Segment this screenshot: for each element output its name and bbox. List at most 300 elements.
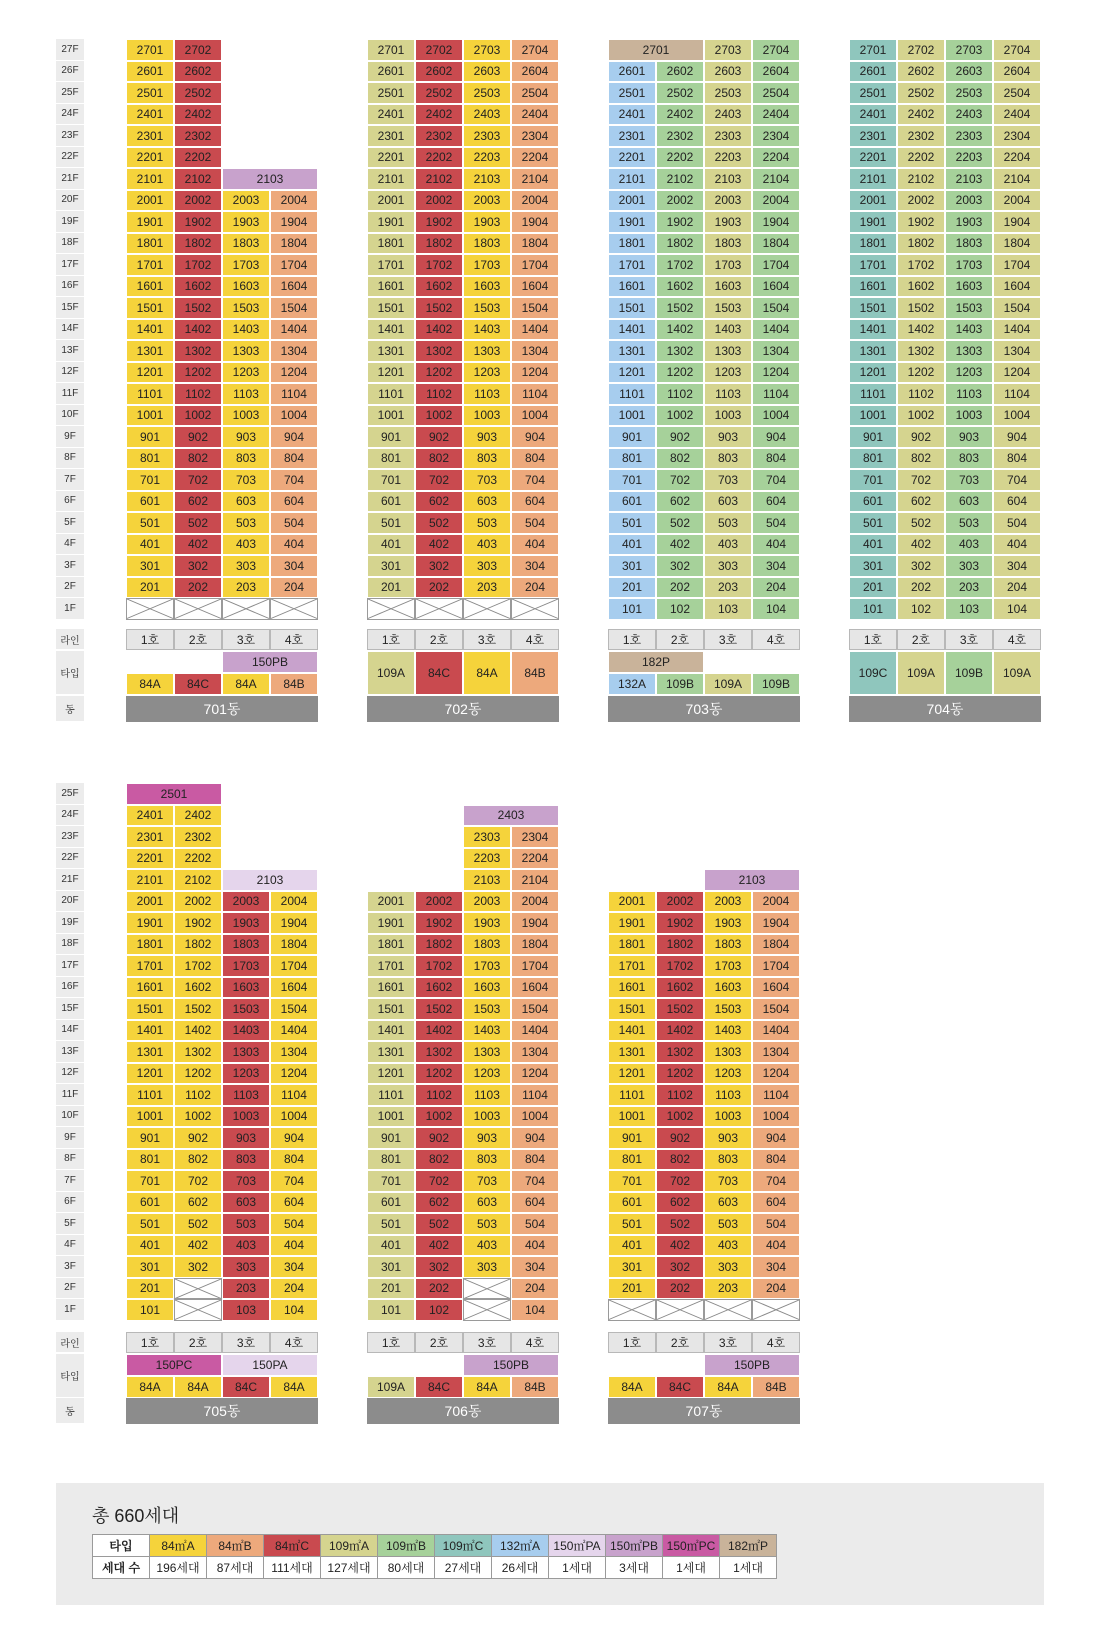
unit-cell[interactable]: 602 xyxy=(656,1192,704,1214)
unit-cell[interactable]: 601 xyxy=(126,1192,174,1214)
unit-cell[interactable]: 1503 xyxy=(463,297,511,319)
unit-cell[interactable]: 303 xyxy=(222,1256,270,1278)
unit-cell[interactable]: 1603 xyxy=(222,276,270,298)
unit-cell[interactable]: 2104 xyxy=(511,869,559,891)
unit-cell[interactable]: 1602 xyxy=(415,977,463,999)
unit-cell[interactable]: 204 xyxy=(511,577,559,599)
unit-cell[interactable]: 1204 xyxy=(993,362,1041,384)
unit-cell[interactable]: 2204 xyxy=(511,848,559,870)
unit-cell[interactable]: 404 xyxy=(752,1235,800,1257)
unit-cell[interactable]: 1202 xyxy=(656,1063,704,1085)
unit-cell[interactable]: 2704 xyxy=(511,39,559,61)
unit-cell[interactable]: 201 xyxy=(849,577,897,599)
unit-cell[interactable]: 1301 xyxy=(367,1041,415,1063)
unit-cell[interactable]: 1304 xyxy=(993,340,1041,362)
unit-cell[interactable]: 1604 xyxy=(993,276,1041,298)
penthouse-cell[interactable]: 2103 xyxy=(222,869,318,891)
unit-cell[interactable]: 2101 xyxy=(126,869,174,891)
unit-cell[interactable]: 1804 xyxy=(752,233,800,255)
unit-cell[interactable]: 402 xyxy=(897,534,945,556)
unit-cell[interactable]: 1601 xyxy=(126,977,174,999)
unit-cell[interactable]: 1302 xyxy=(174,340,222,362)
unit-cell[interactable]: 503 xyxy=(704,512,752,534)
unit-cell[interactable]: 304 xyxy=(270,555,318,577)
unit-cell[interactable]: 402 xyxy=(656,1235,704,1257)
unit-cell[interactable]: 602 xyxy=(656,491,704,513)
unit-cell[interactable]: 2203 xyxy=(704,147,752,169)
unit-cell[interactable]: 1604 xyxy=(752,977,800,999)
unit-cell[interactable]: 2003 xyxy=(463,891,511,913)
unit-cell[interactable]: 1802 xyxy=(174,233,222,255)
unit-cell[interactable]: 1703 xyxy=(463,955,511,977)
unit-cell[interactable]: 502 xyxy=(415,1213,463,1235)
unit-cell[interactable]: 2402 xyxy=(174,104,222,126)
unit-cell[interactable]: 802 xyxy=(897,448,945,470)
unit-cell[interactable]: 303 xyxy=(945,555,993,577)
unit-cell[interactable]: 1201 xyxy=(367,1063,415,1085)
unit-cell[interactable]: 804 xyxy=(752,448,800,470)
unit-cell[interactable]: 1702 xyxy=(415,254,463,276)
unit-cell[interactable]: 1103 xyxy=(222,1084,270,1106)
unit-cell[interactable]: 2004 xyxy=(752,891,800,913)
unit-cell[interactable]: 801 xyxy=(126,448,174,470)
unit-cell[interactable]: 601 xyxy=(367,1192,415,1214)
unit-cell[interactable]: 1904 xyxy=(511,211,559,233)
unit-cell[interactable]: 1702 xyxy=(415,955,463,977)
penthouse-cell[interactable]: 2103 xyxy=(222,168,318,190)
unit-cell[interactable]: 2103 xyxy=(945,168,993,190)
unit-cell[interactable]: 302 xyxy=(656,1256,704,1278)
unit-cell[interactable]: 1903 xyxy=(704,912,752,934)
unit-cell[interactable]: 1004 xyxy=(752,1106,800,1128)
unit-cell[interactable]: 2003 xyxy=(945,190,993,212)
unit-cell[interactable]: 2403 xyxy=(704,104,752,126)
unit-cell[interactable]: 201 xyxy=(126,577,174,599)
unit-cell[interactable]: 604 xyxy=(752,491,800,513)
unit-cell[interactable]: 303 xyxy=(704,1256,752,1278)
unit-cell[interactable]: 1502 xyxy=(656,998,704,1020)
unit-cell[interactable]: 703 xyxy=(222,1170,270,1192)
unit-cell[interactable]: 1002 xyxy=(656,405,704,427)
unit-cell[interactable]: 2103 xyxy=(463,168,511,190)
unit-cell[interactable]: 402 xyxy=(174,534,222,556)
unit-cell[interactable]: 1902 xyxy=(174,211,222,233)
unit-cell[interactable]: 1401 xyxy=(126,319,174,341)
unit-cell[interactable]: 603 xyxy=(463,1192,511,1214)
unit-cell[interactable]: 2103 xyxy=(463,869,511,891)
unit-cell[interactable]: 403 xyxy=(222,1235,270,1257)
unit-cell[interactable]: 1503 xyxy=(704,297,752,319)
unit-cell[interactable]: 1701 xyxy=(126,955,174,977)
unit-cell[interactable]: 1202 xyxy=(174,362,222,384)
unit-cell[interactable]: 504 xyxy=(511,1213,559,1235)
unit-cell[interactable]: 1002 xyxy=(415,405,463,427)
unit-cell[interactable]: 2502 xyxy=(415,82,463,104)
unit-cell[interactable]: 503 xyxy=(463,512,511,534)
unit-cell[interactable]: 104 xyxy=(270,1299,318,1321)
unit-cell[interactable]: 1903 xyxy=(704,211,752,233)
unit-cell[interactable]: 1603 xyxy=(704,276,752,298)
unit-cell[interactable]: 1404 xyxy=(993,319,1041,341)
unit-cell[interactable]: 1304 xyxy=(270,1041,318,1063)
unit-cell[interactable]: 103 xyxy=(704,598,752,620)
unit-cell[interactable]: 2101 xyxy=(608,168,656,190)
unit-cell[interactable]: 1601 xyxy=(367,276,415,298)
unit-cell[interactable]: 1203 xyxy=(222,362,270,384)
unit-cell[interactable]: 2301 xyxy=(608,125,656,147)
unit-cell[interactable]: 1502 xyxy=(656,297,704,319)
unit-cell[interactable]: 1001 xyxy=(126,1106,174,1128)
unit-cell[interactable]: 601 xyxy=(126,491,174,513)
unit-cell[interactable]: 1601 xyxy=(126,276,174,298)
unit-cell[interactable]: 1104 xyxy=(752,1084,800,1106)
unit-cell[interactable]: 1704 xyxy=(511,955,559,977)
unit-cell[interactable]: 904 xyxy=(511,1127,559,1149)
unit-cell[interactable]: 304 xyxy=(752,1256,800,1278)
unit-cell[interactable]: 1803 xyxy=(463,934,511,956)
unit-cell[interactable]: 1301 xyxy=(367,340,415,362)
unit-cell[interactable]: 901 xyxy=(126,426,174,448)
unit-cell[interactable]: 2103 xyxy=(704,168,752,190)
unit-cell[interactable]: 2002 xyxy=(415,190,463,212)
unit-cell[interactable]: 403 xyxy=(704,1235,752,1257)
unit-cell[interactable]: 1504 xyxy=(752,998,800,1020)
unit-cell[interactable]: 204 xyxy=(752,1278,800,1300)
unit-cell[interactable]: 2703 xyxy=(463,39,511,61)
unit-cell[interactable]: 503 xyxy=(222,1213,270,1235)
unit-cell[interactable]: 1004 xyxy=(511,1106,559,1128)
unit-cell[interactable]: 1303 xyxy=(704,1041,752,1063)
unit-cell[interactable]: 701 xyxy=(608,469,656,491)
unit-cell[interactable]: 1601 xyxy=(608,276,656,298)
unit-cell[interactable]: 1802 xyxy=(897,233,945,255)
unit-cell[interactable]: 1903 xyxy=(463,912,511,934)
unit-cell[interactable]: 1603 xyxy=(945,276,993,298)
unit-cell[interactable]: 2604 xyxy=(511,61,559,83)
unit-cell[interactable]: 501 xyxy=(367,512,415,534)
unit-cell[interactable]: 1903 xyxy=(222,211,270,233)
unit-cell[interactable]: 1001 xyxy=(608,1106,656,1128)
unit-cell[interactable]: 502 xyxy=(174,1213,222,1235)
unit-cell[interactable]: 701 xyxy=(367,469,415,491)
unit-cell[interactable]: 603 xyxy=(222,1192,270,1214)
unit-cell[interactable]: 2503 xyxy=(704,82,752,104)
unit-cell[interactable]: 903 xyxy=(945,426,993,448)
unit-cell[interactable]: 2601 xyxy=(849,61,897,83)
unit-cell[interactable]: 1003 xyxy=(463,1106,511,1128)
unit-cell[interactable]: 1502 xyxy=(415,297,463,319)
unit-cell[interactable]: 1703 xyxy=(222,955,270,977)
unit-cell[interactable]: 303 xyxy=(463,1256,511,1278)
unit-cell[interactable]: 2001 xyxy=(608,190,656,212)
unit-cell[interactable]: 1201 xyxy=(126,362,174,384)
unit-cell[interactable]: 204 xyxy=(270,1278,318,1300)
unit-cell[interactable]: 1904 xyxy=(993,211,1041,233)
unit-cell[interactable]: 502 xyxy=(656,1213,704,1235)
unit-cell[interactable]: 302 xyxy=(415,555,463,577)
unit-cell[interactable]: 1103 xyxy=(704,383,752,405)
unit-cell[interactable]: 1001 xyxy=(126,405,174,427)
unit-cell[interactable]: 702 xyxy=(897,469,945,491)
unit-cell[interactable]: 1801 xyxy=(126,233,174,255)
unit-cell[interactable]: 1401 xyxy=(849,319,897,341)
unit-cell[interactable]: 1301 xyxy=(608,340,656,362)
unit-cell[interactable]: 2303 xyxy=(463,826,511,848)
unit-cell[interactable]: 601 xyxy=(608,491,656,513)
unit-cell[interactable]: 1701 xyxy=(608,254,656,276)
unit-cell[interactable]: 104 xyxy=(752,598,800,620)
unit-cell[interactable]: 401 xyxy=(367,1235,415,1257)
unit-cell[interactable]: 1904 xyxy=(752,211,800,233)
unit-cell[interactable]: 1601 xyxy=(849,276,897,298)
unit-cell[interactable]: 801 xyxy=(849,448,897,470)
unit-cell[interactable]: 201 xyxy=(367,577,415,599)
unit-cell[interactable]: 1704 xyxy=(752,955,800,977)
unit-cell[interactable]: 501 xyxy=(608,512,656,534)
unit-cell[interactable]: 1603 xyxy=(463,276,511,298)
unit-cell[interactable]: 1704 xyxy=(993,254,1041,276)
unit-cell[interactable]: 404 xyxy=(270,534,318,556)
unit-cell[interactable]: 1403 xyxy=(704,319,752,341)
unit-cell[interactable]: 1103 xyxy=(463,1084,511,1106)
unit-cell[interactable]: 301 xyxy=(608,555,656,577)
unit-cell[interactable]: 402 xyxy=(174,1235,222,1257)
unit-cell[interactable]: 802 xyxy=(415,1149,463,1171)
unit-cell[interactable]: 1202 xyxy=(415,362,463,384)
unit-cell[interactable]: 1604 xyxy=(270,276,318,298)
unit-cell[interactable]: 2004 xyxy=(511,891,559,913)
unit-cell[interactable]: 402 xyxy=(656,534,704,556)
unit-cell[interactable]: 1101 xyxy=(849,383,897,405)
penthouse-cell[interactable]: 2701 xyxy=(608,39,704,61)
unit-cell[interactable]: 803 xyxy=(945,448,993,470)
unit-cell[interactable]: 1701 xyxy=(849,254,897,276)
unit-cell[interactable]: 2002 xyxy=(415,891,463,913)
unit-cell[interactable]: 404 xyxy=(270,1235,318,1257)
unit-cell[interactable]: 1201 xyxy=(367,362,415,384)
unit-cell[interactable]: 2401 xyxy=(126,104,174,126)
unit-cell[interactable]: 2501 xyxy=(608,82,656,104)
unit-cell[interactable]: 101 xyxy=(608,598,656,620)
unit-cell[interactable]: 2603 xyxy=(704,61,752,83)
unit-cell[interactable]: 903 xyxy=(463,426,511,448)
unit-cell[interactable]: 202 xyxy=(415,577,463,599)
unit-cell[interactable]: 704 xyxy=(270,1170,318,1192)
unit-cell[interactable]: 1002 xyxy=(656,1106,704,1128)
unit-cell[interactable]: 1102 xyxy=(656,1084,704,1106)
unit-cell[interactable]: 1302 xyxy=(656,340,704,362)
unit-cell[interactable]: 2404 xyxy=(993,104,1041,126)
unit-cell[interactable]: 1504 xyxy=(270,998,318,1020)
unit-cell[interactable]: 1001 xyxy=(367,405,415,427)
unit-cell[interactable]: 2301 xyxy=(126,125,174,147)
unit-cell[interactable]: 1101 xyxy=(126,383,174,405)
unit-cell[interactable]: 802 xyxy=(656,448,704,470)
unit-cell[interactable]: 2004 xyxy=(993,190,1041,212)
unit-cell[interactable]: 904 xyxy=(270,426,318,448)
unit-cell[interactable]: 1903 xyxy=(463,211,511,233)
unit-cell[interactable]: 304 xyxy=(752,555,800,577)
unit-cell[interactable]: 804 xyxy=(511,448,559,470)
unit-cell[interactable]: 1502 xyxy=(174,297,222,319)
unit-cell[interactable]: 1801 xyxy=(367,934,415,956)
unit-cell[interactable]: 2402 xyxy=(656,104,704,126)
unit-cell[interactable]: 301 xyxy=(608,1256,656,1278)
unit-cell[interactable]: 1101 xyxy=(367,383,415,405)
unit-cell[interactable]: 2602 xyxy=(174,61,222,83)
unit-cell[interactable]: 2202 xyxy=(174,848,222,870)
unit-cell[interactable]: 2302 xyxy=(174,125,222,147)
unit-cell[interactable]: 1003 xyxy=(222,405,270,427)
unit-cell[interactable]: 2501 xyxy=(849,82,897,104)
unit-cell[interactable]: 302 xyxy=(174,1256,222,1278)
unit-cell[interactable]: 1803 xyxy=(222,233,270,255)
unit-cell[interactable]: 603 xyxy=(704,1192,752,1214)
unit-cell[interactable]: 1301 xyxy=(126,340,174,362)
unit-cell[interactable]: 1503 xyxy=(222,297,270,319)
unit-cell[interactable]: 2301 xyxy=(126,826,174,848)
unit-cell[interactable]: 2002 xyxy=(174,190,222,212)
unit-cell[interactable]: 901 xyxy=(367,1127,415,1149)
unit-cell[interactable]: 604 xyxy=(270,1192,318,1214)
unit-cell[interactable]: 1804 xyxy=(270,233,318,255)
unit-cell[interactable]: 902 xyxy=(656,426,704,448)
unit-cell[interactable]: 1203 xyxy=(222,1063,270,1085)
unit-cell[interactable]: 1804 xyxy=(511,934,559,956)
unit-cell[interactable]: 1501 xyxy=(126,297,174,319)
unit-cell[interactable]: 101 xyxy=(849,598,897,620)
unit-cell[interactable]: 1701 xyxy=(367,254,415,276)
unit-cell[interactable]: 1602 xyxy=(656,276,704,298)
unit-cell[interactable]: 603 xyxy=(463,491,511,513)
unit-cell[interactable]: 1702 xyxy=(174,254,222,276)
unit-cell[interactable]: 1202 xyxy=(656,362,704,384)
unit-cell[interactable]: 2702 xyxy=(897,39,945,61)
unit-cell[interactable]: 501 xyxy=(126,1213,174,1235)
unit-cell[interactable]: 401 xyxy=(367,534,415,556)
unit-cell[interactable]: 1003 xyxy=(222,1106,270,1128)
unit-cell[interactable]: 802 xyxy=(415,448,463,470)
unit-cell[interactable]: 802 xyxy=(656,1149,704,1171)
unit-cell[interactable]: 2202 xyxy=(656,147,704,169)
unit-cell[interactable]: 2003 xyxy=(704,190,752,212)
unit-cell[interactable]: 1504 xyxy=(752,297,800,319)
unit-cell[interactable]: 1204 xyxy=(270,1063,318,1085)
unit-cell[interactable]: 703 xyxy=(463,469,511,491)
unit-cell[interactable]: 904 xyxy=(270,1127,318,1149)
unit-cell[interactable]: 1802 xyxy=(415,233,463,255)
unit-cell[interactable]: 1302 xyxy=(174,1041,222,1063)
unit-cell[interactable]: 1902 xyxy=(656,211,704,233)
unit-cell[interactable]: 304 xyxy=(993,555,1041,577)
unit-cell[interactable]: 1901 xyxy=(608,912,656,934)
unit-cell[interactable]: 602 xyxy=(415,1192,463,1214)
unit-cell[interactable]: 302 xyxy=(897,555,945,577)
unit-cell[interactable]: 901 xyxy=(849,426,897,448)
unit-cell[interactable]: 1801 xyxy=(608,233,656,255)
unit-cell[interactable]: 1304 xyxy=(752,1041,800,1063)
unit-cell[interactable]: 803 xyxy=(463,448,511,470)
unit-cell[interactable]: 1502 xyxy=(415,998,463,1020)
penthouse-cell[interactable]: 2501 xyxy=(126,783,222,805)
unit-cell[interactable]: 504 xyxy=(511,512,559,534)
unit-cell[interactable]: 2001 xyxy=(367,891,415,913)
unit-cell[interactable]: 2701 xyxy=(849,39,897,61)
unit-cell[interactable]: 801 xyxy=(608,448,656,470)
unit-cell[interactable]: 802 xyxy=(174,1149,222,1171)
unit-cell[interactable]: 803 xyxy=(704,1149,752,1171)
unit-cell[interactable]: 801 xyxy=(367,1149,415,1171)
unit-cell[interactable]: 501 xyxy=(367,1213,415,1235)
unit-cell[interactable]: 2001 xyxy=(608,891,656,913)
unit-cell[interactable]: 2301 xyxy=(849,125,897,147)
unit-cell[interactable]: 2002 xyxy=(656,190,704,212)
unit-cell[interactable]: 1403 xyxy=(463,319,511,341)
unit-cell[interactable]: 201 xyxy=(608,1278,656,1300)
unit-cell[interactable]: 1402 xyxy=(174,1020,222,1042)
unit-cell[interactable]: 803 xyxy=(704,448,752,470)
unit-cell[interactable]: 202 xyxy=(174,577,222,599)
unit-cell[interactable]: 1103 xyxy=(222,383,270,405)
unit-cell[interactable]: 2201 xyxy=(126,848,174,870)
unit-cell[interactable]: 703 xyxy=(463,1170,511,1192)
unit-cell[interactable]: 1402 xyxy=(415,319,463,341)
unit-cell[interactable]: 2101 xyxy=(849,168,897,190)
unit-cell[interactable]: 1904 xyxy=(511,912,559,934)
unit-cell[interactable]: 1902 xyxy=(174,912,222,934)
unit-cell[interactable]: 1304 xyxy=(511,340,559,362)
unit-cell[interactable]: 401 xyxy=(126,534,174,556)
unit-cell[interactable]: 1001 xyxy=(608,405,656,427)
unit-cell[interactable]: 2301 xyxy=(367,125,415,147)
unit-cell[interactable]: 302 xyxy=(656,555,704,577)
unit-cell[interactable]: 1101 xyxy=(126,1084,174,1106)
unit-cell[interactable]: 1204 xyxy=(752,1063,800,1085)
unit-cell[interactable]: 1501 xyxy=(126,998,174,1020)
unit-cell[interactable]: 1401 xyxy=(126,1020,174,1042)
unit-cell[interactable]: 2601 xyxy=(608,61,656,83)
unit-cell[interactable]: 303 xyxy=(222,555,270,577)
unit-cell[interactable]: 704 xyxy=(993,469,1041,491)
unit-cell[interactable]: 1902 xyxy=(415,912,463,934)
unit-cell[interactable]: 503 xyxy=(704,1213,752,1235)
unit-cell[interactable]: 401 xyxy=(608,1235,656,1257)
unit-cell[interactable]: 303 xyxy=(463,555,511,577)
unit-cell[interactable]: 2704 xyxy=(993,39,1041,61)
unit-cell[interactable]: 101 xyxy=(126,1299,174,1321)
unit-cell[interactable]: 601 xyxy=(849,491,897,513)
unit-cell[interactable]: 202 xyxy=(897,577,945,599)
unit-cell[interactable]: 202 xyxy=(415,1278,463,1300)
unit-cell[interactable]: 1203 xyxy=(463,1063,511,1085)
unit-cell[interactable]: 1703 xyxy=(222,254,270,276)
unit-cell[interactable]: 1104 xyxy=(511,1084,559,1106)
unit-cell[interactable]: 2304 xyxy=(511,125,559,147)
unit-cell[interactable]: 2101 xyxy=(367,168,415,190)
unit-cell[interactable]: 1804 xyxy=(752,934,800,956)
unit-cell[interactable]: 1302 xyxy=(415,1041,463,1063)
unit-cell[interactable]: 602 xyxy=(174,491,222,513)
unit-cell[interactable]: 2501 xyxy=(126,82,174,104)
unit-cell[interactable]: 1102 xyxy=(174,1084,222,1106)
unit-cell[interactable]: 1704 xyxy=(270,254,318,276)
unit-cell[interactable]: 2003 xyxy=(463,190,511,212)
unit-cell[interactable]: 2404 xyxy=(511,104,559,126)
unit-cell[interactable]: 2002 xyxy=(174,891,222,913)
unit-cell[interactable]: 1801 xyxy=(367,233,415,255)
unit-cell[interactable]: 1503 xyxy=(945,297,993,319)
unit-cell[interactable]: 1503 xyxy=(704,998,752,1020)
